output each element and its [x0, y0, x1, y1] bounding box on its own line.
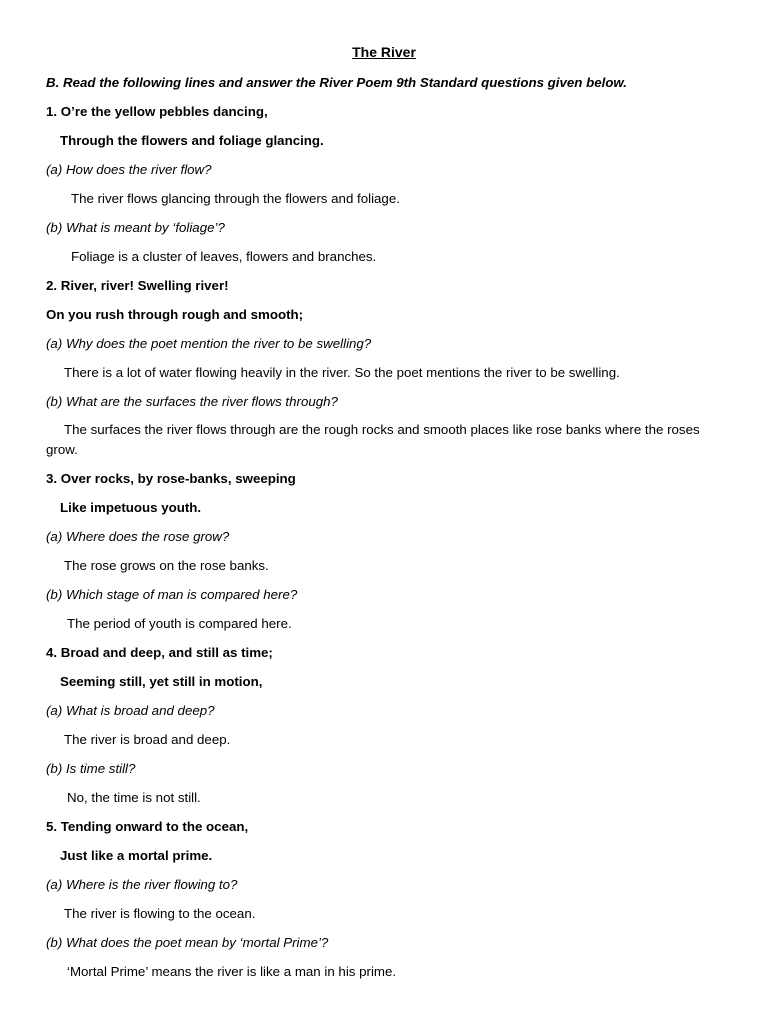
question: (b) What is meant by ‘foliage’? [46, 220, 225, 235]
answer: The river flows glancing through the flowers and foliage. [71, 191, 400, 206]
answer: Foliage is a cluster of leaves, flowers and branches. [71, 249, 377, 264]
question: (a) Why does the poet mention the river to be swelling? [46, 336, 372, 351]
question: (a) What is broad and deep? [46, 703, 215, 718]
poem-line: On you rush through rough and smooth; [46, 307, 304, 322]
question: (a) Where does the rose grow? [46, 529, 230, 544]
poem-line: Seeming still, yet still in motion, [60, 674, 263, 689]
poem-line: Through the flowers and foliage glancing. [60, 133, 324, 148]
answer: The rose grows on the rose banks. [64, 558, 269, 573]
answer: No, the time is not still. [67, 790, 201, 805]
poem-line: 2. River, river! Swelling river! [46, 278, 229, 293]
poem-line: 3. Over rocks, by rose-banks, sweeping [46, 471, 296, 486]
poem-line: Just like a mortal prime. [60, 848, 213, 863]
answer: The surfaces the river flows through are the rough rocks and smooth places like rose banks where the roses grow. [46, 422, 700, 457]
instructions: B. Read the following lines and answer the River Poem 9th Standard questions given below. [46, 75, 627, 90]
question: (a) How does the river flow? [46, 162, 212, 177]
answer: There is a lot of water flowing heavily in the river. So the poet mentions the river to be swelling. [64, 365, 620, 380]
answer: The river is flowing to the ocean. [64, 906, 256, 921]
question: (b) What are the surfaces the river flows through? [46, 394, 338, 409]
poem-line: 1. O’re the yellow pebbles dancing, [46, 104, 268, 119]
answer: The period of youth is compared here. [67, 616, 292, 631]
answer: The river is broad and deep. [64, 732, 231, 747]
question: (b) Is time still? [46, 761, 136, 776]
poem-line: 5. Tending onward to the ocean, [46, 819, 249, 834]
page-title: The River [352, 44, 416, 60]
poem-line: Like impetuous youth. [60, 500, 202, 515]
question: (b) What does the poet mean by ‘mortal Prime’? [46, 935, 329, 950]
question: (b) Which stage of man is compared here? [46, 587, 298, 602]
poem-line: 4. Broad and deep, and still as time; [46, 645, 273, 660]
question: (a) Where is the river flowing to? [46, 877, 238, 892]
answer-wrapped [46, 420, 712, 460]
answer: ‘Mortal Prime’ means the river is like a man in his prime. [67, 964, 397, 979]
